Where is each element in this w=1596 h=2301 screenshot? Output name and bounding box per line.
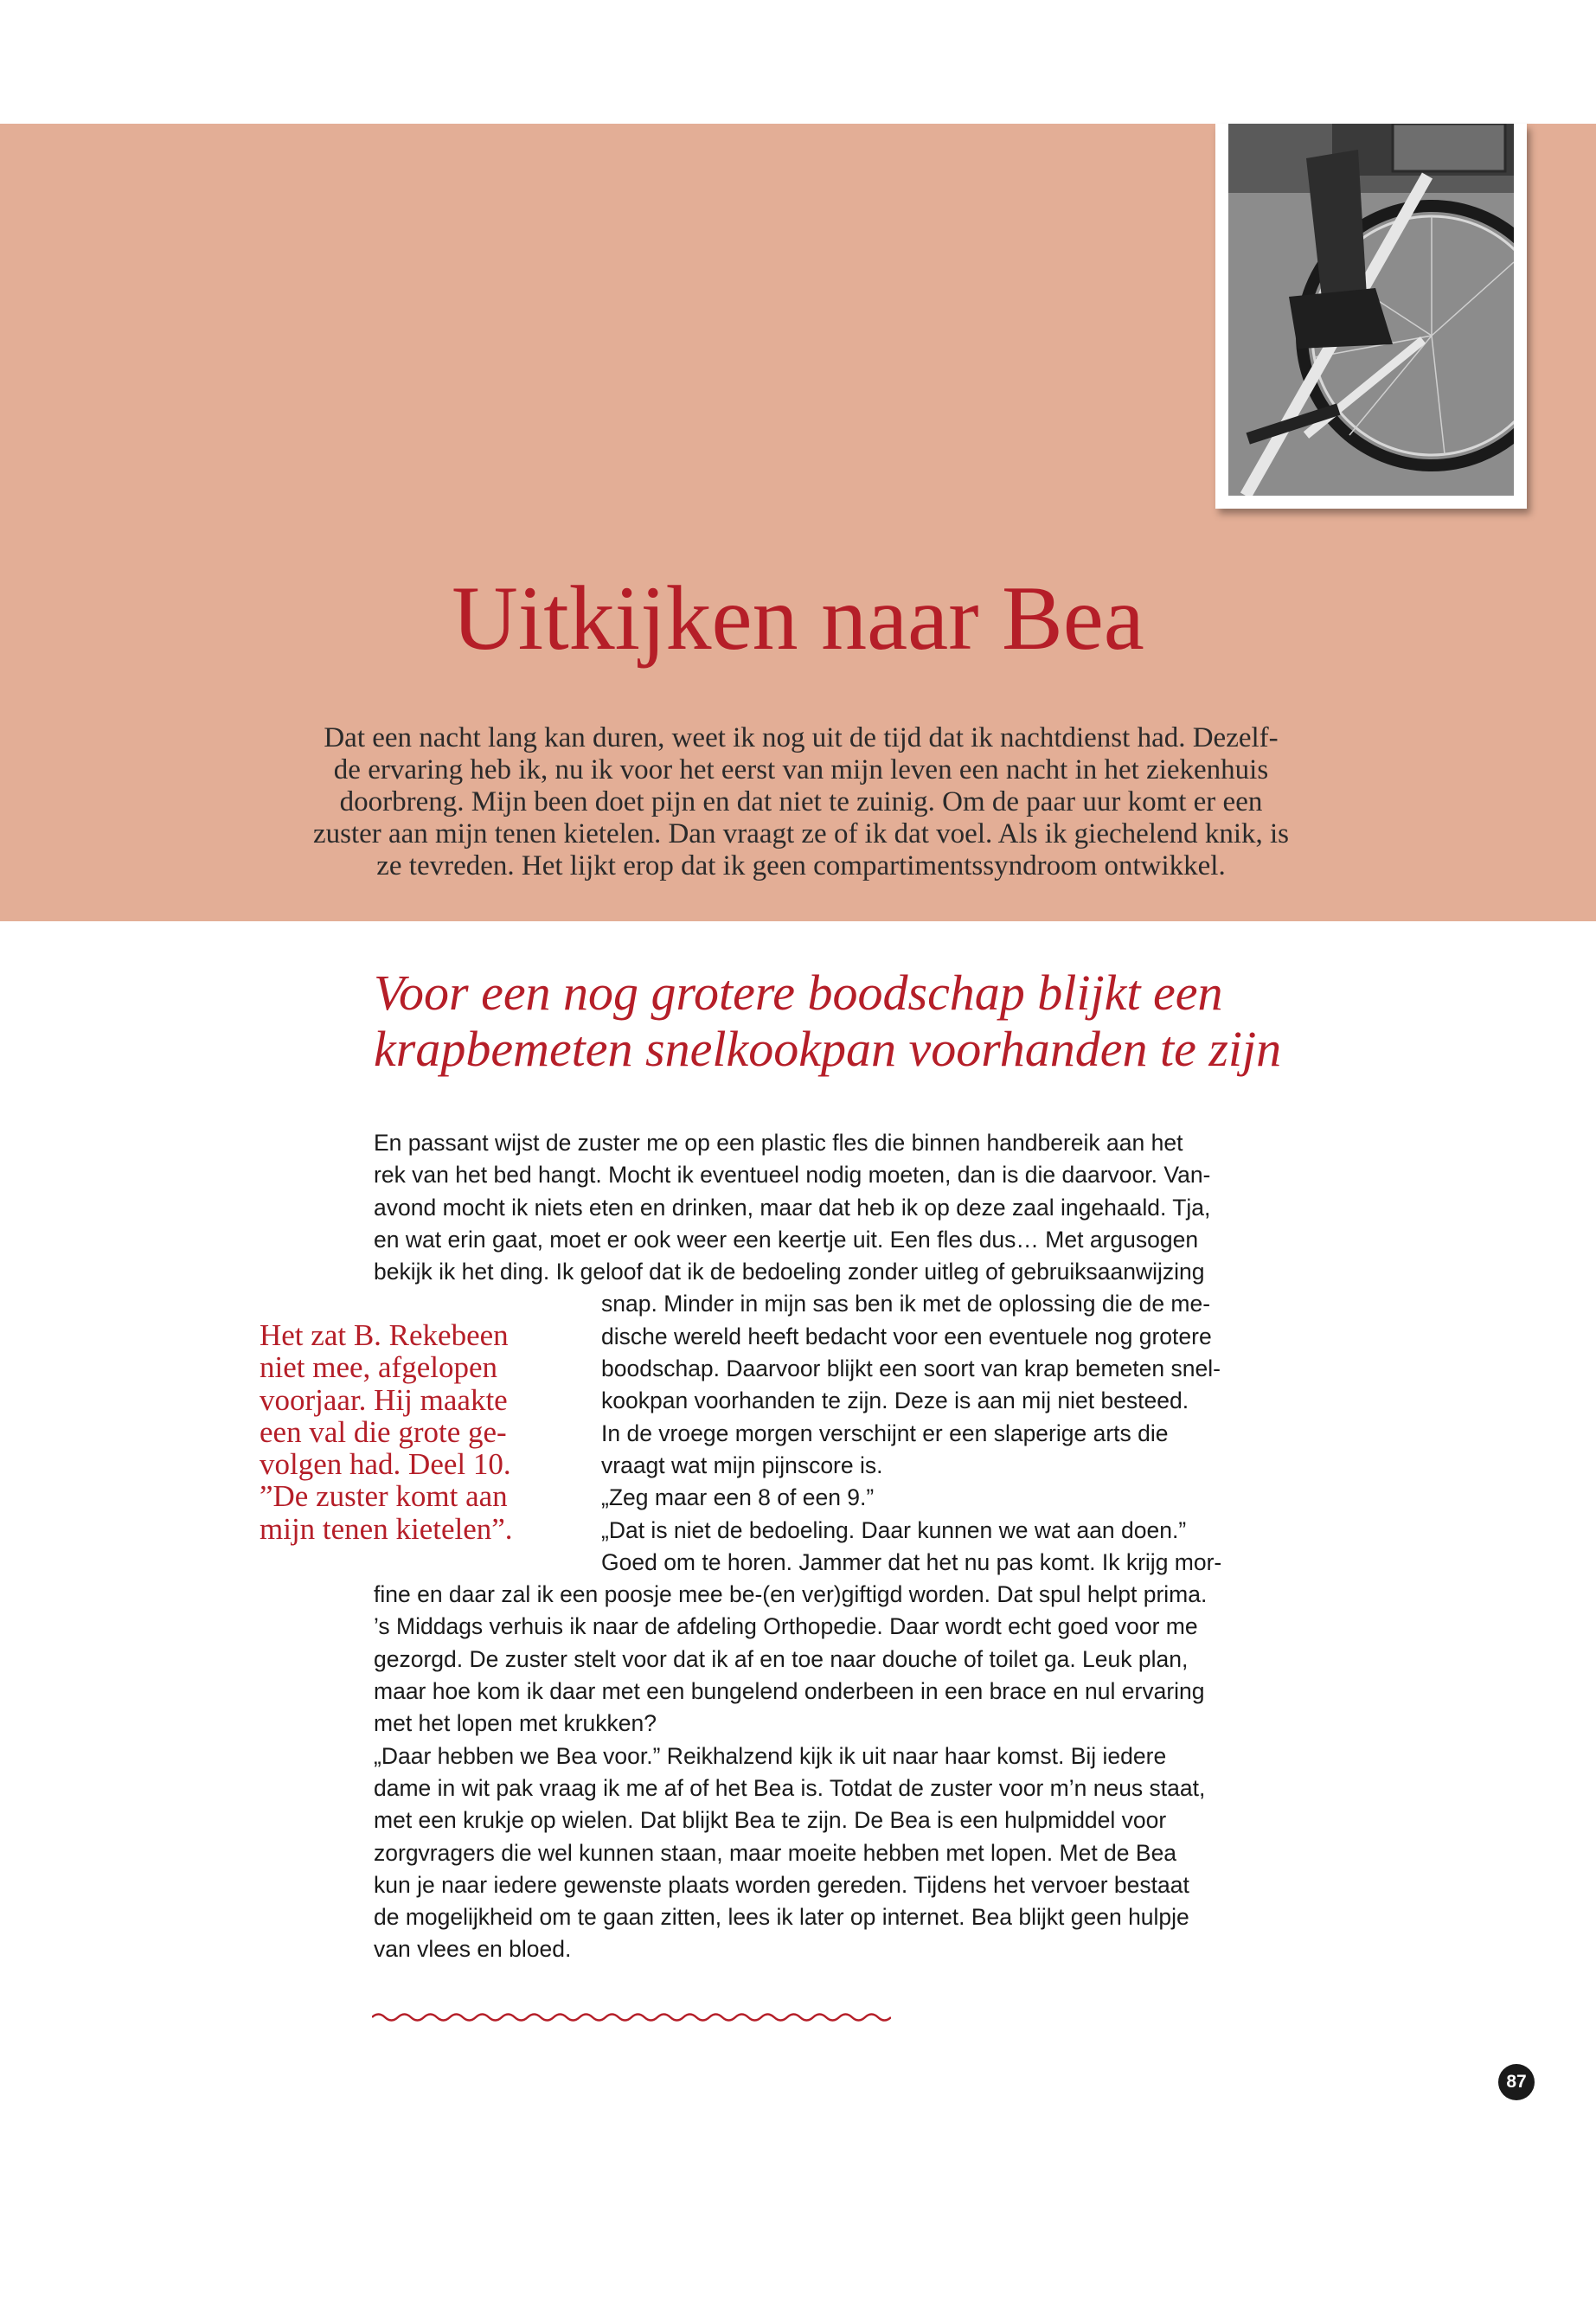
wave-divider [372,2007,891,2028]
intro-line: Dat een nacht lang kan duren, weet ik nog uit de tijd dat ik nachtdienst had. Dezelf- [324,722,1279,753]
page-number: 87 [1498,2064,1535,2100]
body-line: kun je naar iedere gewenste plaats worden gereden. Tijdens het vervoer bestaat [374,1871,1189,1898]
body-line: kookpan voorhanden te zijn. Deze is aan mij niet besteed. [601,1388,1189,1414]
body-line: Goed om te horen. Jammer dat het nu pas komt. Ik krijg mor- [601,1548,1222,1575]
body-line: maar hoe kom ik daar met een bungelend onderbeen in een brace en nul ervaring [374,1678,1205,1705]
subheading-line: krapbemeten snelkookpan voorhanden te zijn [374,1021,1282,1077]
body-line: snap. Minder in mijn sas ben ik met de oplossing die de me- [601,1291,1211,1317]
body-line: gezorgd. De zuster stelt voor dat ik af en toe naar douche of toilet ga. Leuk plan, [374,1645,1189,1672]
body-line: avond mocht ik niets eten en drinken, maar dat heb ik op deze zaal ingehaald. Tja, [374,1194,1211,1221]
bicycle-photo [1215,124,1527,509]
bicycle-photo-icon [1228,124,1514,496]
body-line: „Daar hebben we Bea voor.” Reikhalzend kijk ik uit naar haar komst. Bij iedere [374,1742,1167,1769]
body-line: met een krukje op wielen. Dat blijkt Bea te zijn. De Bea is een hulpmiddel voor [374,1807,1167,1834]
subheading [374,965,1412,1077]
body-line: In de vroege morgen verschijnt er een slaperige arts die [601,1420,1169,1446]
pull-quote-line: een val die grote ge- [260,1414,507,1449]
intro-line: zuster aan mijn tenen kietelen. Dan vraagt ze of ik dat voel. Als ik giechelend knik, is [312,818,1290,849]
body-line: rek van het bed hangt. Mocht ik eventueel nodig moeten, dan is die daarvoor. Van- [374,1162,1211,1189]
body-line: vraagt wat mijn pijnscore is. [601,1452,883,1478]
body-line: bekijk ik het ding. Ik geloof dat ik de bedoeling zonder uitleg of gebruiksaanwijzing [374,1259,1205,1285]
body-line: „Dat is niet de bedoeling. Daar kunnen we wat aan doen.” [601,1516,1187,1543]
body-line: zorgvragers die wel kunnen staan, maar moeite hebben met lopen. Met de Bea [374,1839,1177,1866]
body-line: boodschap. Daarvoor blijkt een soort van krap bemeten snel- [601,1356,1221,1382]
body-text [374,1127,1282,1966]
body-line: „Zeg maar een 8 of een 9.” [601,1484,875,1511]
subheading-line: Voor een nog grotere boodschap blijkt een [374,965,1223,1021]
body-line: de mogelijkheid om te gaan zitten, lees ik later op internet. Bea blijkt geen hulpje [374,1904,1189,1931]
pull-quote-line: niet mee, afgelopen [260,1350,498,1385]
body-line: met het lopen met krukken? [374,1710,657,1737]
body-line: fine en daar zal ik een poosje mee be-(en ver)giftigd worden. Dat spul helpt prima. [374,1581,1208,1608]
body-line: van vlees en bloed. [374,1936,572,1963]
body-line: dame in wit pak vraag ik me af of het Bea is. Totdat de zuster voor m’n neus staat, [374,1774,1206,1801]
pull-quote-line: Het zat B. Rekebeen [260,1318,509,1352]
pull-quote-line: volgen had. Deel 10. [260,1447,511,1482]
body-line: en wat erin gaat, moet er ook weer een keertje uit. Een fles dus… Met argusogen [374,1226,1199,1253]
pull-quote-line: voorjaar. Hij maakte [260,1382,508,1417]
pull-quote-line: mijn tenen kietelen”. [260,1511,513,1546]
intro-line: doorbreng. Mijn been doet pijn en dat niet te zuinig. Om de paar uur komt er een [339,786,1263,817]
pull-quote-line: ”De zuster komt aan [260,1479,508,1514]
body-line: dische wereld heeft bedacht voor een eventuele nog grotere [601,1323,1212,1349]
intro-paragraph [251,722,1351,882]
article-title: Uitkijken naar Bea [452,567,1144,669]
intro-line: de ervaring heb ik, nu ik voor het eerst van mijn leven een nacht in het ziekenhuis [333,754,1269,785]
body-line: ’s Middags verhuis ik naar de afdeling Orthopedie. Daar wordt echt goed voor me [374,1613,1198,1640]
intro-line: ze tevreden. Het lijkt erop dat ik geen compartimentssyndroom ontwikkel. [376,850,1226,881]
body-line: En passant wijst de zuster me op een plastic fles die binnen handbereik aan het [374,1130,1183,1156]
